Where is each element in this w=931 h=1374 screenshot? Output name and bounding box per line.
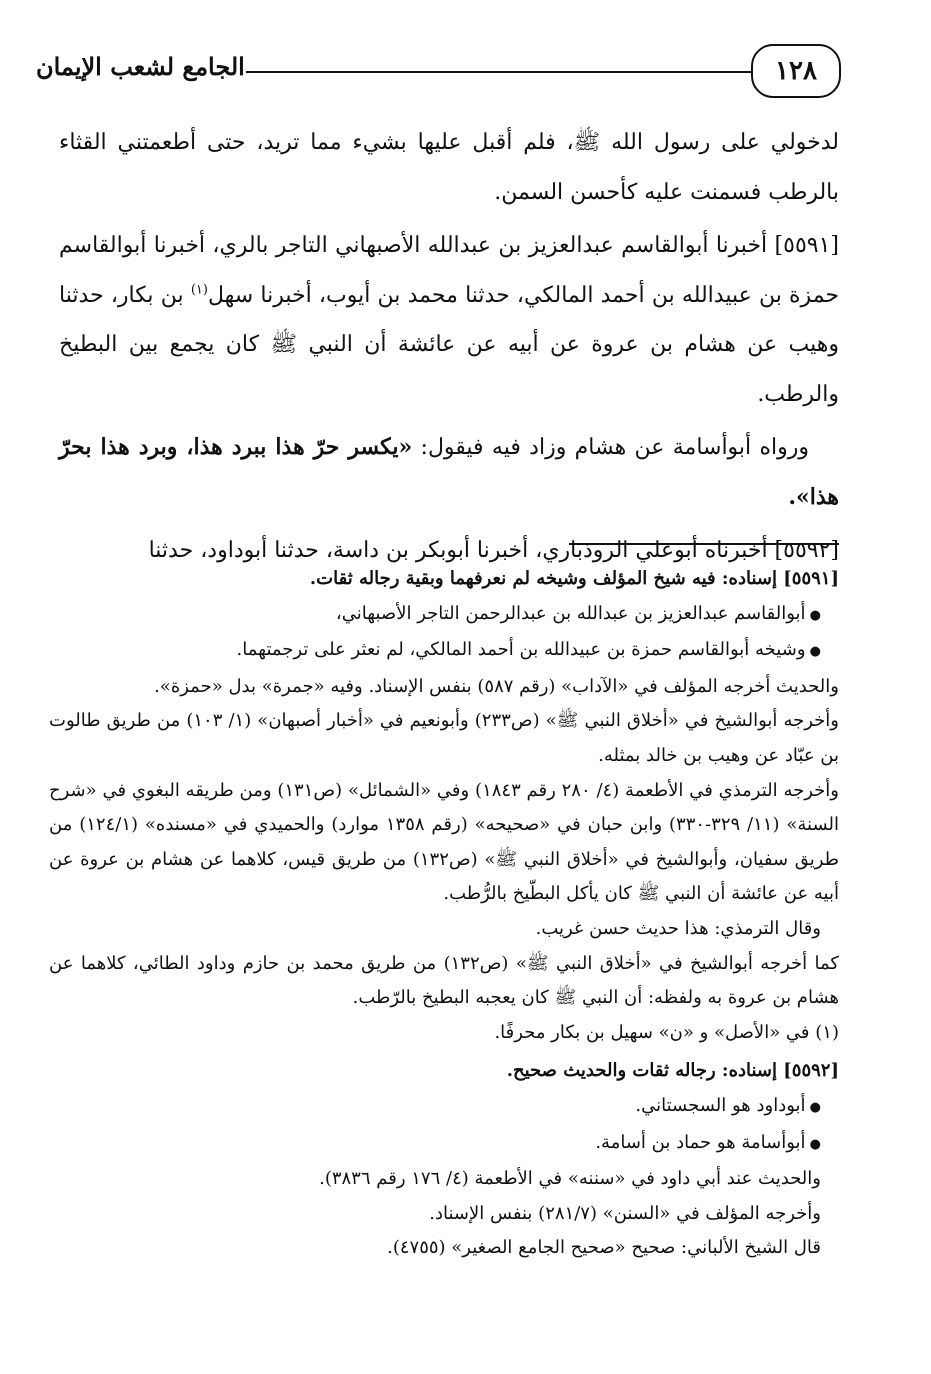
footnote-1: (١) في «الأصل» و «ن» سهيل بن بكار محرفًا. xyxy=(494,1021,839,1043)
note-5592-bullet-1: ● أبوداود هو السجستاني. xyxy=(49,1089,839,1126)
note-5592-line-3: قال الشيخ الألباني: صحيح «صحيح الجامع الصغير» (٤٧٥٥). xyxy=(387,1237,821,1259)
footnotes xyxy=(49,562,839,1266)
note-5591-bullet-1: ● أبوالقاسم عبدالعزيز بن عبدالله بن عبدالرحمن التاجر الأصبهاني، xyxy=(49,597,839,634)
paragraph-continuation: لدخولي على رسول الله ﷺ، فلم أقبل عليها بشيء مما تريد، حتى أطعمتني القثاء بالرطب فسمنت عليه كأحسن السمن. xyxy=(59,130,839,205)
note-5591-heading: [٥٥٩١] إسناده: فيه شيخ المؤلف وشيخه لم نعرفهما وبقية رجاله ثقات. xyxy=(309,568,839,589)
note-5591-line-4: وقال الترمذي: هذا حديث حسن غريب. xyxy=(535,917,821,939)
paragraph-hadith-5592: [٥٥٩٢] أخبرناه أبوعلي الروذباري، أخبرنا أبوبكر بن داسة، حدثنا أبوداود، حدثنا xyxy=(148,538,839,563)
footnote-separator xyxy=(569,543,839,545)
note-5591-line-5: كما أخرجه أبوالشيخ في «أخلاق النبي ﷺ» (ص١٣٢) من طريق محمد بن حازم وداود الطائي، كلاهما عن هشام بن عروة به ولفظه: أن النبي ﷺ كان يعجبه البطيخ بالرّطب. xyxy=(49,952,839,1009)
header-rule xyxy=(246,71,751,73)
quoted-addition: «يكسر حرّ هذا ببرد هذا، وبرد هذا بحرّ هذا». xyxy=(59,434,839,510)
paragraph-abu-usama: ورواه أبوأسامة عن هشام وزاد فيه فيقول: «يكسر حرّ هذا ببرد هذا، وبرد هذا بحرّ هذا». xyxy=(59,434,839,510)
footnote-ref[interactable]: (١) xyxy=(190,282,208,298)
note-5592-bullet-2: ● أبوأسامة هو حماد بن أسامة. xyxy=(49,1126,839,1163)
note-5592-line-1: والحديث عند أبي داود في «سننه» في الأطعمة (٤/ ١٧٦ رقم ٣٨٣٦). xyxy=(319,1168,821,1190)
note-5591-line-1: والحديث أخرجه المؤلف في «الآداب» (رقم ٥٨٧) بنفس الإسناد. وفيه «جمرة» بدل «حمزة». xyxy=(154,675,839,697)
page-header xyxy=(36,44,841,100)
paragraph-hadith-5591: [٥٥٩١] أخبرنا أبوالقاسم عبدالعزيز بن عبدالله الأصبهاني التاجر بالري، أخبرنا أبوالقاسم حمزة بن عبيدالله بن أحمد المالكي، حدثنا محمد بن أيوب، أخبرنا سهل$^{(١)}$ بن بكار، حدثنا وهيب عن هشام بن عروة عن أبيه عن عائشة أن النبي ﷺ كان يجمع بين البطيخ والرطب. xyxy=(59,233,840,407)
note-5591-bullet-2: ● وشيخه أبوالقاسم حمزة بن عبيدالله بن أحمد المالكي، لم نعثر على ترجمتهما. xyxy=(49,633,839,670)
note-5591-line-3: وأخرجه الترمذي في الأطعمة (٤/ ٢٨٠ رقم ١٨٤٣) وفي «الشمائل» (ص١٣١) ومن طريقه البغوي في «شرح السنة» (١١/ ٣٢٩-٣٣٠) وابن حبان في «صحيحه» (رقم ١٣٥٨ موارد) والحميدي في «مسنده» (١٢٤/١) من طريق سفيان، وأبوالشيخ في «أخلاق النبي ﷺ» (ص١٣٢) من طريق قيس، كلاهما عن هشام بن عروة عن أبيه عن عائشة أن النبي ﷺ كان يأكل البطّيخ بالرُّطب. xyxy=(49,779,840,905)
book-title: الجامع لشعب الإيمان xyxy=(36,52,245,81)
main-text xyxy=(59,118,839,580)
note-5592-heading: [٥٥٩٢] إسناده: رجاله ثقات والحديث صحيح. xyxy=(506,1060,839,1082)
page-number: ١٢٨ xyxy=(751,44,841,98)
note-5591-line-2: وأخرجه أبوالشيخ في «أخلاق النبي ﷺ» (ص٢٣٣) وأبونعيم في «أخبار أصبهان» (١/ ١٠٣) من طريق طالوت بن عبّاد عن وهيب بن خالد بمثله. xyxy=(49,710,839,766)
note-5592-line-2: وأخرجه المؤلف في «السنن» (٢٨١/٧) بنفس الإسناد. xyxy=(429,1202,821,1224)
